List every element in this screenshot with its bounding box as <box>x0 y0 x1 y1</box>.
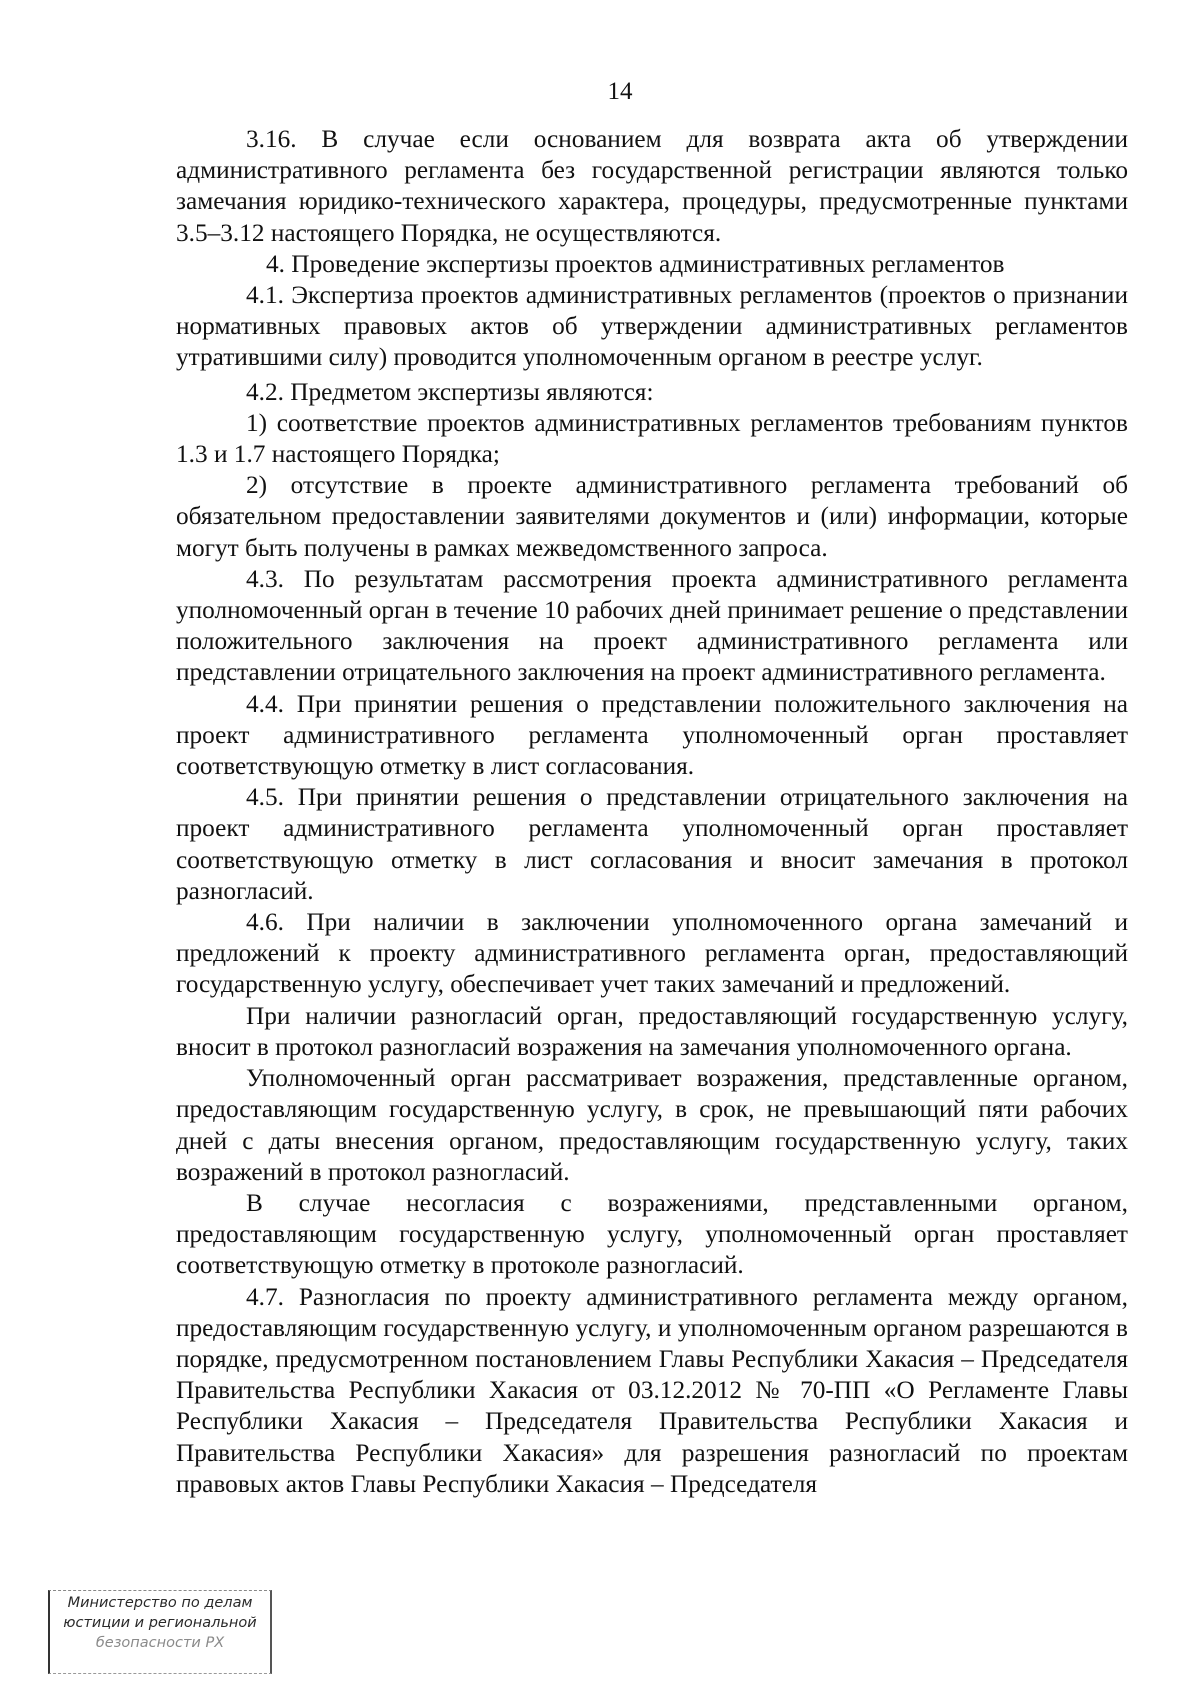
paragraph-4-6-nonagreement: В случае несогласия с возражениями, представленными органом, предоставляющим государственную услугу, уполномоченный орган проставляет соответствующую отметку в протоколе разногласий. <box>176 1188 1128 1280</box>
paragraph-4-7: 4.7. Разногласия по проекту административного регламента между органом, предоставляющим государственную услугу, и уполномоченным органом разрешаются в порядке, предусмотренном постановлением Главы Республики Хакасия – Председателя Правительства Республики Хакасия от 03.12.2012 № 70-ПП «О Регламенте Главы Республики Хакасия – Председателя Правительства Республики Хакасия и Правительства Республики Хакасия» для разрешения разногласий по проектам правовых актов Главы Республики Хакасия – Председателя <box>176 1282 1128 1498</box>
section-heading-4: 4. Проведение экспертизы проектов административных регламентов <box>266 249 1005 278</box>
paragraph-4-2-item-2: 2) отсутствие в проекте административного регламента требований об обязательном предоставлении заявителями документов и (или) информации, которые могут быть получены в рамках межведомственного запроса. <box>176 471 1128 562</box>
paragraph-4-2-item-1: 1) соответствие проектов административных регламентов требованиям пунктов 1.3 и 1.7 настоящего Порядка; <box>176 408 1128 469</box>
paragraph-4-2: 4.2. Предметом экспертизы являются: <box>246 377 654 406</box>
paragraph-4-1: 4.1. Экспертиза проектов административных регламентов (проектов о признании нормативных правовых актов об утверждении административных регламентов утратившими силу) проводится уполномоченным органом в реестре услуг. <box>176 281 1128 372</box>
stamp-line-2: юстиции и региональной <box>63 1615 257 1631</box>
paragraph-4-6-disagreements: При наличии разногласий орган, предоставляющий государственную услугу, вносит в протокол разногласий возражения на замечания уполномоченного органа. <box>176 1001 1128 1061</box>
page-number: 14 <box>607 78 633 105</box>
paragraph-4-6-review: Уполномоченный орган рассматривает возражения, представленные органом, предоставляющим государственную услугу, в срок, не превышающий пяти рабочих дней с даты внесения органом, предоставляющим государственную услугу, таких возражений в протокол разногласий. <box>176 1064 1128 1186</box>
paragraph-4-6: 4.6. При наличии в заключении уполномоченного органа замечаний и предложений к проекту административного регламента орган, предоставляющий государственную услугу, обеспечивает учет таких замечаний и предложений. <box>176 908 1128 999</box>
paragraph-3-16: 3.16. В случае если основанием для возврата акта об утверждении административного регламента без государственной регистрации являются только замечания юридико-технического характера, процедуры, предусмотренные пунктами 3.5–3.12 настоящего Порядка, не осуществляются. <box>176 125 1128 247</box>
stamp-line-1: Министерство по делам <box>67 1595 253 1611</box>
document-body <box>176 124 1128 1500</box>
paragraph-4-4: 4.4. При принятии решения о представлении положительного заключения на проект административного регламента уполномоченный орган проставляет соответствующую отметку в лист согласования. <box>176 689 1128 781</box>
stamp-line-3: безопасности РХ <box>95 1635 225 1651</box>
ministry-stamp <box>48 1590 272 1674</box>
paragraph-4-3: 4.3. По результатам рассмотрения проекта административного регламента уполномоченный орган в течение 10 рабочих дней принимает решение о представлении положительного заключения на проект административного регламента или представлении отрицательного заключения на проект административного регламента. <box>176 564 1128 687</box>
paragraph-4-5: 4.5. При принятии решения о представлении отрицательного заключения на проект административного регламента уполномоченный орган проставляет соответствующую отметку в лист согласования и вносит замечания в протокол разногласий. <box>176 783 1128 905</box>
